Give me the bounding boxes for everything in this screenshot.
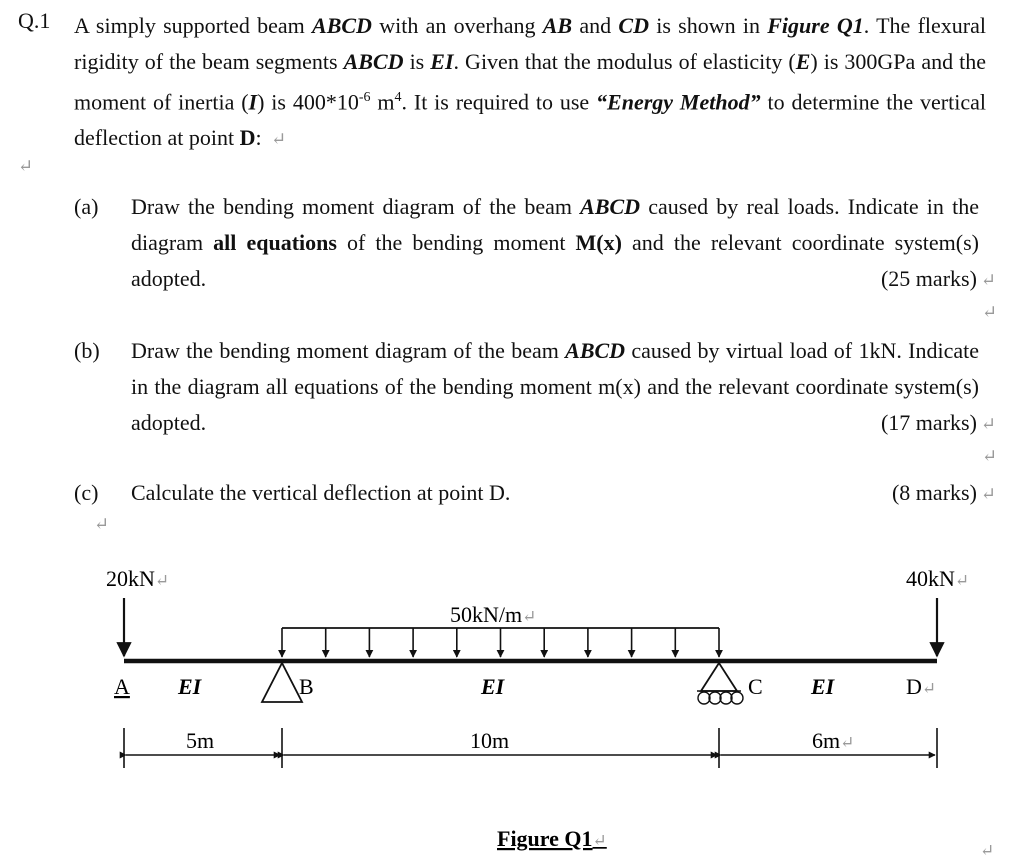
part-a-label: (a) — [74, 194, 99, 219]
span-label-bc: 10m — [470, 728, 510, 753]
udl-label: 50kN/m↵ — [450, 602, 537, 627]
point-label-a: A — [114, 674, 130, 699]
part-a-marks: (25 marks) ↵ — [880, 266, 996, 291]
ei-label-bc: EI — [481, 674, 505, 699]
question-intro: A simply supported beam ABCD with an overhang AB and CD is shown in Figure Q1. The flexural rigidity of the beam segments ABCD is EI. Given that the modulus of elasticity (E) is 300GPa and the moment of inertia (I) is $400*10^{-6}$ $m^4$. It is required to use “Energy Method” to determine the vertical deflection at point D: ↵ — [74, 13, 986, 151]
beam-figure — [0, 550, 1024, 860]
part-b-label: (b) — [74, 338, 100, 363]
dimension-bc — [284, 728, 717, 755]
paragraph-mark: ↵ — [982, 302, 998, 322]
ei-label-cd: EI — [811, 674, 835, 699]
pin-support-b — [262, 663, 302, 702]
paragraph-mark: ↵ — [982, 446, 998, 466]
span-label-cd: 6m↵ — [812, 728, 855, 753]
dimension-cd — [721, 728, 935, 755]
dimension-ab — [126, 728, 280, 755]
span-label-ab: 5m — [186, 728, 215, 753]
ei-label-ab: EI — [178, 674, 202, 699]
roller-support-c — [697, 663, 743, 704]
distributed-load — [282, 628, 719, 657]
point-label-d: D↵ — [906, 674, 937, 699]
load-label-d: 40kN↵ — [906, 566, 970, 591]
point-label-b: B — [299, 674, 314, 699]
question-number: Q.1 — [18, 8, 51, 33]
paragraph-mark: ↵ — [980, 841, 995, 860]
paragraph-mark: ↵ — [18, 156, 34, 176]
part-c-text: Calculate the vertical deflection at point D. — [131, 480, 511, 505]
figure-caption: Figure Q1↵ — [497, 826, 607, 851]
load-label-a: 20kN↵ — [106, 566, 170, 591]
part-c-marks: (8 marks) ↵ — [891, 480, 996, 505]
part-c-label: (c) — [74, 480, 99, 505]
point-label-c: C — [748, 674, 763, 699]
part-a-text: Draw the bending moment diagram of the beam ABCD caused by real loads. Indicate in the diagram all equations of the bending moment M(x) and the relevant coordinate system(s) adopted. — [131, 194, 979, 291]
paragraph-mark: ↵ — [94, 514, 110, 534]
part-b-text: Draw the bending moment diagram of the beam ABCD caused by virtual load of 1kN. Indicate in the diagram all equations of the bending moment m(x) and the relevant coordinate system(s) adopted. — [131, 338, 979, 435]
part-b-marks: (17 marks) ↵ — [880, 410, 996, 435]
